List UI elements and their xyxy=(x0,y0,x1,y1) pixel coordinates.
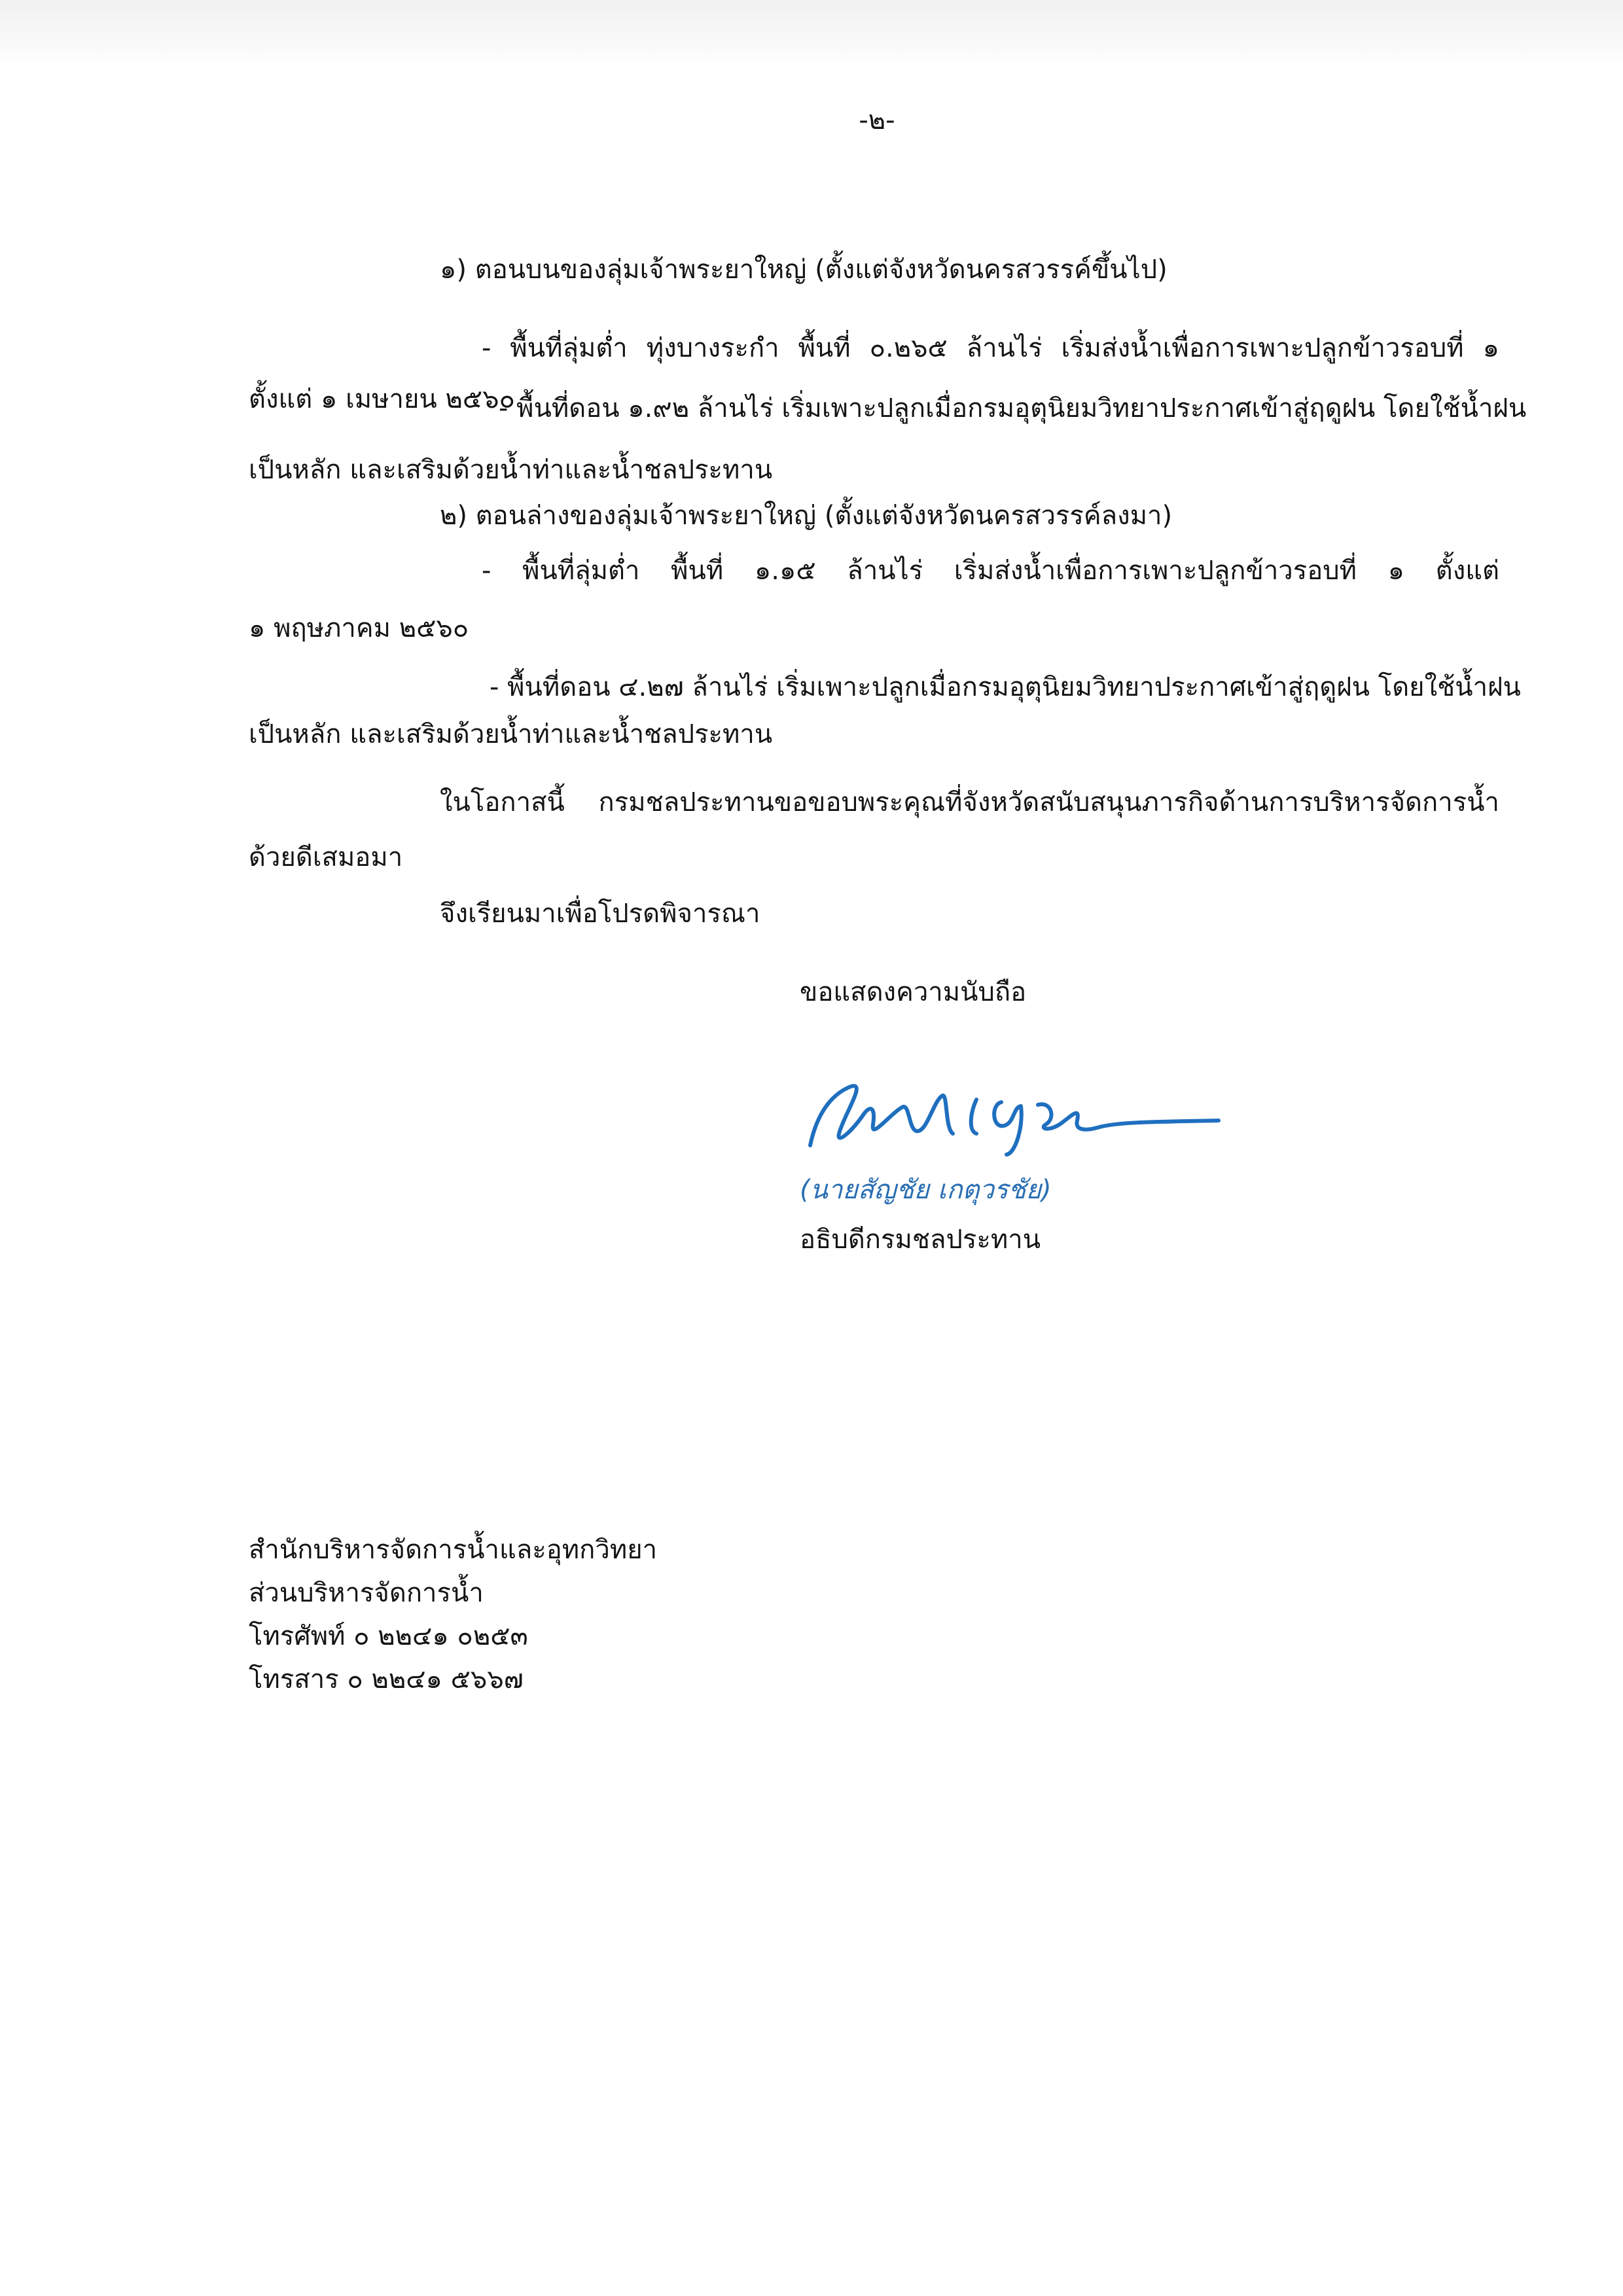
page-number: -๒- xyxy=(859,105,895,135)
footer-fax: โทรสาร ๐ ๒๒๔๑ ๕๖๖๗ xyxy=(249,1664,524,1695)
item1-upland-line1: - พื้นที่ดอน ๑.๙๒ ล้านไร่ เริ่มเพาะปลูกเมื่อกรมอุตุนิยมวิทยาประกาศเข้าสู่ฤดูฝน โดยใช้น้ำฝน xyxy=(499,393,1527,423)
item1-lowland-line1: - พื้นที่ลุ่มต่ำ ทุ่งบางระกำ พื้นที่ ๐.๒๖๕ ล้านไร่ เริ่มส่งน้ำเพื่อการเพาะปลูกข้าวรอบที่ ๑ xyxy=(482,333,1499,363)
item2-lowland-line2: ๑ พฤษภาคม ๒๕๖๐ xyxy=(249,613,469,643)
item2-heading: ๒) ตอนล่างของลุ่มเจ้าพระยาใหญ่ (ตั้งแต่จังหวัดนครสวรรค์ลงมา) xyxy=(440,501,1173,531)
request-line: จึงเรียนมาเพื่อโปรดพิจารณา xyxy=(440,899,760,929)
footer-office: สำนักบริหารจัดการน้ำและอุทกวิทยา xyxy=(249,1535,658,1565)
item1-upland-line2: เป็นหลัก และเสริมด้วยน้ำท่าและน้ำชลประทาน xyxy=(249,455,773,485)
closing-salutation: ขอแสดงความนับถือ xyxy=(800,977,1027,1007)
item2-upland-line2: เป็นหลัก และเสริมด้วยน้ำท่าและน้ำชลประทาน xyxy=(249,719,773,749)
item2-upland-line1: - พื้นที่ดอน ๔.๒๗ ล้านไร่ เริ่มเพาะปลูกเมื่อกรมอุตุนิยมวิทยาประกาศเข้าสู่ฤดูฝน โดยใช้น้ำฝน xyxy=(490,672,1521,702)
item2-lowland-line1: - พื้นที่ลุ่มต่ำ พื้นที่ ๑.๑๕ ล้านไร่ เริ่มส่งน้ำเพื่อการเพาะปลูกข้าวรอบที่ ๑ ตั้งแต่ xyxy=(482,556,1499,586)
thanks-line1: ในโอกาสนี้ กรมชลประทานขอขอบพระคุณที่จังหวัดสนับสนุนภารกิจด้านการบริหารจัดการน้ำ xyxy=(440,787,1499,817)
signer-name: (นายสัญชัย เกตุวรชัย) xyxy=(800,1175,1052,1205)
footer-division: ส่วนบริหารจัดการน้ำ xyxy=(249,1578,484,1608)
footer-phone: โทรศัพท์ ๐ ๒๒๔๑ ๐๒๕๓ xyxy=(249,1621,528,1651)
handwritten-signature xyxy=(805,1068,1224,1160)
item1-heading: ๑) ตอนบนของลุ่มเจ้าพระยาใหญ่ (ตั้งแต่จังหวัดนครสวรรค์ขึ้นไป) xyxy=(440,255,1168,285)
item1-lowland-line2: ตั้งแต่ ๑ เมษายน ๒๕๖๐ xyxy=(249,384,515,414)
thanks-line2: ด้วยดีเสมอมา xyxy=(249,842,403,872)
signer-title: อธิบดีกรมชลประทาน xyxy=(800,1225,1041,1255)
scan-edge-shading xyxy=(0,0,1623,72)
